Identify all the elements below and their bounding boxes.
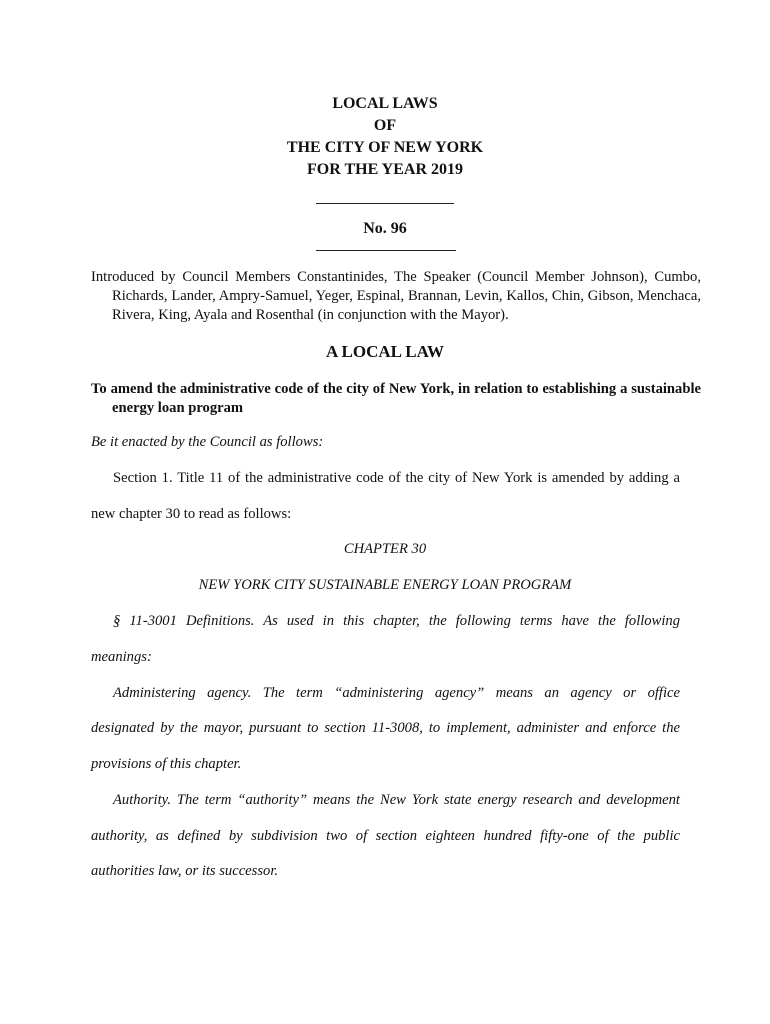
introduced-by-paragraph: Introduced by Council Members Constantinides, The Speaker (Council Member Johnson), Cumbo, Richards, Lander, Ampry-Samuel, Yeger, Espinal, Brannan, Levin, Kallos, Chin, Gibson, Menchaca, Rivera, King, Ayala and Rosenthal (in conjunction with the Mayor). [91, 269, 701, 323]
section-1-line-2: new chapter 30 to read as follows: [91, 506, 292, 522]
number-divider [316, 250, 456, 251]
enacting-clause: Be it enacted by the Council as follows: [91, 434, 324, 450]
chapter-title: NEW YORK CITY SUSTAINABLE ENERGY LOAN PROGRAM [198, 577, 572, 593]
header-divider [316, 203, 454, 204]
definitions-intro-line-1: § 11-3001 Definitions. As used in this chapter, the following terms have the following [113, 613, 680, 629]
header-line-3: THE CITY OF NEW YORK [286, 139, 484, 156]
def-authority-line-2: authority, as defined by subdivision two of section eighteen hundred fifty-one of the public [91, 828, 680, 844]
law-subtitle: A LOCAL LAW [325, 342, 445, 361]
def-administering-line-3: provisions of this chapter. [91, 756, 242, 772]
def-administering-line-2: designated by the mayor, pursuant to section 11-3008, to implement, administer and enforce the [91, 720, 680, 736]
def-administering-line-1: Administering agency. The term “administering agency” means an agency or office [113, 685, 680, 701]
document-header [0, 93, 770, 181]
header-line-2: OF [373, 117, 397, 134]
chapter-heading: CHAPTER 30 [343, 541, 427, 557]
law-number: No. 96 [363, 220, 407, 237]
law-purpose: To amend the administrative code of the city of New York, in relation to establishing a sustainable energy loan program [91, 381, 701, 416]
definitions-intro-line-2: meanings: [91, 649, 152, 665]
def-authority-line-3: authorities law, or its successor. [91, 863, 279, 879]
def-authority-line-1: Authority. The term “authority” means the New York state energy research and development [113, 792, 680, 808]
section-1-line-1: Section 1. Title 11 of the administrative code of the city of New York is amended by adding a [113, 470, 680, 486]
header-line-4: FOR THE YEAR 2019 [306, 161, 463, 178]
header-line-1: LOCAL LAWS [332, 95, 438, 112]
